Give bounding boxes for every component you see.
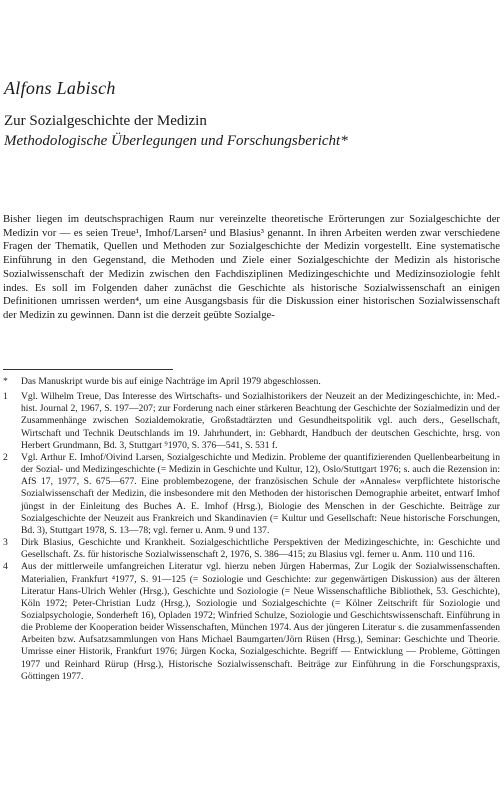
footnote bbox=[3, 376, 500, 388]
footnote-text: Das Manuskript wurde bis auf einige Nachträge im April 1979 abgeschlossen. bbox=[21, 376, 321, 387]
footnote-marker: * bbox=[3, 376, 8, 387]
footnote-text: Vgl. Wilhelm Treue, Das Interesse des Wirtschafts- und Sozialhistorikers der Neuzeit an der Medizingeschichte, in: Med.-hist. Journal 2, 1967, S. 197—207; zur Forderung nach einer stärkeren Beachtung der Geschichte der Sozialmedizin und der Zusammenhänge zwischen Sozialdemokratie, Großstadtärzten und Gesundheitspolitik vgl. auch ders., Gesellschaft, Wirtschaft und Technik Deutschlands im 19. Jahrhundert, in: Gebhardt, Handbuch der deutschen Geschichte, hrsg. von Herbert Grundmann, Bd. 3, Stuttgart ⁹1970, S. 376—541, S. 531 f. bbox=[21, 391, 500, 451]
footnotes bbox=[3, 376, 500, 683]
footnote-marker: 4 bbox=[3, 561, 8, 573]
article-title: Zur Sozialgeschichte der Medizin bbox=[4, 113, 207, 129]
footnote-text: Dirk Blasius, Geschichte und Krankheit. Sozialgeschichtliche Perspektiven der Medizingeschichte, in: Geschichte und Gesellschaft. Zs. für historische Sozialwissenschaft 2, 1976, S. 386—415; zu Blasius vgl. ferner u. Anm. 110 und 116. bbox=[21, 537, 500, 561]
footnote-text: Vgl. Arthur E. Imhof/Oivind Larsen, Sozialgeschichte und Medizin. Probleme der quantifizierenden Quellenbearbeitung in der Sozial- und Medizingeschichte (= Medizin in Geschichte und Kultur, 12), Oslo/Stuttgart 1976; s. auch die Rezension in: AfS 17, 1977, S. 675—677. Eine problembezogene, der französischen Schule der »Annales« verpflichtete historische Sozialwissenschaft der Medizin, die insbesondere mit den Methoden der historischen Demographie arbeitet, entwarf Imhof jüngst in der Einleitung des Buches A. E. Imhof (Hrsg.), Biologie des Menschen in der Geschichte. Beiträge zur Sozialgeschichte der Neuzeit aus Frankreich und Skandinavien (= Kultur und Gesellschaft: Neue historische Forschungen, Bd. 3), Stuttgart 1978, S. 13—78; vgl. ferner u. Anm. 9 und 137. bbox=[21, 451, 500, 536]
footnote bbox=[3, 452, 500, 537]
body-text bbox=[3, 213, 500, 323]
footnote bbox=[3, 391, 500, 452]
footnote-text: Aus der mittlerweile umfangreichen Literatur vgl. hierzu neben Jürgen Habermas, Zur Logik der Sozialwissenschaften. Materialien, Frankfurt ⁴1977, S. 91—125 (= Soziologie und Geschichte: zur gegenwärtigen Diskussion) aus der älteren Literatur Hans-Ulrich Wehler (Hrsg.), Geschichte und Soziologie (= Neue Wissenschaftliche Bibliothek, 53. Geschichte), Köln 1972; Peter-Christian Ludz (Hrsg.), Soziologie und Sozialgeschichte (= Kölner Zeitschrift für Soziologie und Sozialpsychologie, Sonderheft 16), Opladen 1972; Winfried Schulze, Soziologie und Geschichtswissenschaft. Einführung in die Probleme der Kooperation beider Wissenschaften, München 1974. Aus der jüngeren Literatur s. die zusammenfassenden Arbeiten bzw. Aufsatzsammlungen von Hans Michael Baumgarten/Jörn Rüsen (Hrsg.), Seminar: Geschichte und Theorie. Umrisse einer Historik, Frankfurt 1976; Jürgen Kocka, Sozialgeschichte. Begriff — Entwicklung — Probleme, Göttingen 1977 und Reinhard Rürup (Hrsg.), Historische Sozialwissenschaft. Beiträge zur Einführung in die Forschungspraxis, Göttingen 1977. bbox=[21, 561, 500, 682]
footnote-marker: 1 bbox=[3, 391, 8, 403]
footnote-separator bbox=[3, 369, 173, 370]
footnote-marker: 2 bbox=[3, 451, 8, 463]
footnote-marker: 3 bbox=[3, 537, 8, 549]
body-paragraph: Bisher liegen im deutschsprachigen Raum nur vereinzelte theoretische Erörterungen zur Sozialgeschichte der Medizin vor — es seien Treue¹, Imhof/Larsen² und Blasius³ genannt. In ihren Arbeiten werden zwar verschiedene Fragen der Thematik, Quellen und Methoden zur Sozialgeschichte der Medizin vorgestellt. Eine systematische Einführung in den Gegenstand, die Methoden und Ziele einer Sozialgeschichte der Medizin als historische Sozialwissenschaft der Medizin zwischen den Fachdisziplinen Medizingeschichte und Medizinsoziologie fehlt indes. Es soll im Folgenden daher zunächst die Geschichte als historische Sozialwissenschaft an einigen Definitionen umrissen werden⁴, um eine Ausgangsbasis für die Diskussion einer historischen Sozialwissenschaft der Medizin zu gewinnen. Dann ist die derzeit geübte Sozialge- bbox=[3, 213, 500, 321]
footnote bbox=[3, 537, 500, 561]
footnote bbox=[3, 561, 500, 683]
article-subtitle: Methodologische Überlegungen und Forschungsbericht* bbox=[4, 133, 348, 149]
author-name: Alfons Labisch bbox=[4, 78, 116, 98]
